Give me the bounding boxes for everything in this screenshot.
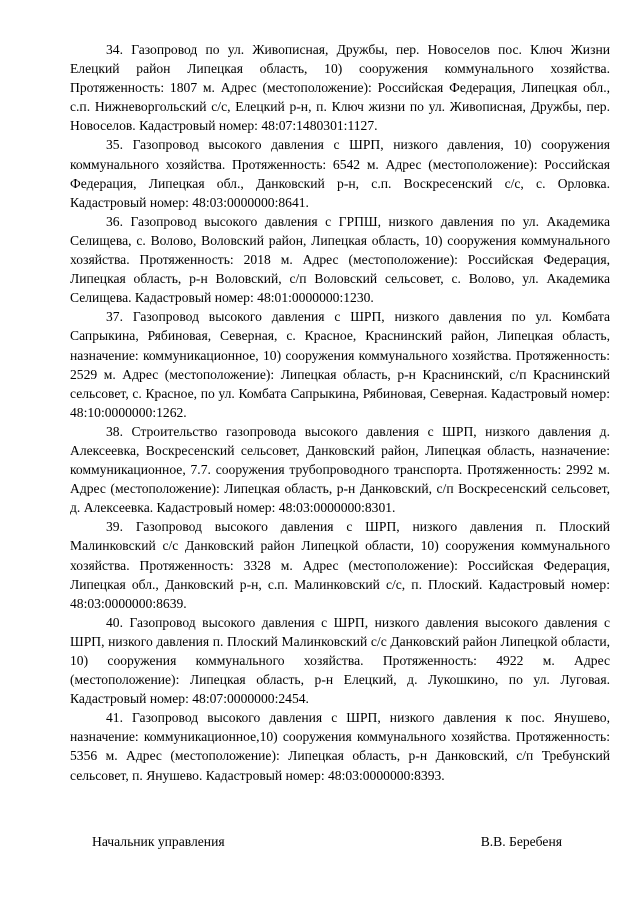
list-item (70, 40, 610, 135)
signature-block (92, 834, 562, 850)
item-number: 39. (106, 519, 123, 535)
list-item (70, 307, 610, 422)
signatory-position: Начальник управления (92, 834, 225, 849)
item-text: Газопровод высокого давления с ШРП, низкого давления, 10) сооружения коммунального хозяйства. Протяженность: 6542 м. Адрес (местоположение): Российская Федерация, Липецкая обл., Данковский р-н, с.п. Воскресенский с/с, с. Орловка. Кадастровый номер: 48:03:0000000:8641. (70, 137, 610, 210)
item-text: Строительство газопровода высокого давления с ШРП, низкого давления д. Алексеевка, Воскресенский сельсовет, Данковский район, Липецкая область, назначение: коммуникационное, 7.7. сооружения трубопроводного транспорта. Протяженность: 2992 м. Адрес (местоположение): Липецкая область, р-н Данковский, с/п Воскресенский сельсовет, д. Алексеевка. Кадастровый номер: 48:03:0000000:8301. (70, 423, 610, 516)
signatory-name: В.В. Беребеня (480, 834, 562, 849)
list-item (70, 135, 610, 211)
list-item (70, 422, 610, 517)
item-text: Газопровод высокого давления с ШРП, низкого давления высокого давления с ШРП, низкого давления п. Плоский Малинковский с/с Данковский район Липецкой области, 10) сооружения коммунального хозяйства. Протяженность: 4922 м. Адрес (местоположение): Липецкая область, р-н Елецкий, д. Лукошкино, по ул. Луговая. Кадастровый номер: 48:07:0000000:2454. (70, 614, 610, 707)
item-text: Газопровод высокого давления с ШРП, низкого давления по ул. Комбата Сапрыкина, Рябиновая, Северная, с. Красное, Краснинский район, Липецкая область, назначение: коммуникационное, 10) сооружения коммунального хозяйства. Протяженность: 2529 м. Адрес (местоположение): Липецкая область, р-н Краснинский, с/п Краснинский сельсовет, с. Красное, по ул. Комбата Сапрыкина, Рябиновая, Северная. Кадастровый номер: 48:10:0000000:1262. (70, 309, 610, 420)
item-text: Газопровод по ул. Живописная, Дружбы, пер. Новоселов пос. Ключ Жизни Елецкий район Липецкая область, 10) сооружения коммунального хозяйства. Протяженность: 1807 м. Адрес (местоположение): Российская Федерация, Липецкая обл., с.п. Нижневоргольский с/с, Елецкий р-н, п. Ключ жизни по ул. Живописная, Дружбы, пер. Новоселов. Кадастровый номер: 48:07:1480301:1127. (70, 42, 610, 134)
item-text: Газопровод высокого давления с ШРП, низкого давления п. Плоский Малинковский с/с Данковский район Липецкой области, 10) сооружения коммунального хозяйства. Протяженность: 3328 м. Адрес (местоположение): Российская Федерация, Липецкая обл., Данковский р-н, с.п. Малинковский с/с, п. Плоский. Кадастровый номер: 48:03:0000000:8639. (70, 519, 610, 611)
item-number: 38. (106, 423, 123, 439)
item-number: 35. (106, 137, 123, 153)
list-item (70, 613, 610, 708)
list-item (70, 517, 610, 612)
item-number: 37. (106, 309, 123, 325)
item-number: 40. (106, 614, 123, 630)
document-body (70, 40, 610, 785)
item-text: Газопровод высокого давления с ШРП, низкого давления к пос. Янушево, назначение: коммуникационное,10) сооружения коммунального хозяйства. Протяженность: 5356 м. Адрес (местоположение): Липецкая область, р-н Данковский, с/п Требунский сельсовет, п. Янушево. Кадастровый номер: 48:03:0000000:8393. (70, 710, 610, 783)
list-item (70, 708, 610, 784)
item-text: Газопровод высокого давления с ГРПШ, низкого давления по ул. Академика Селищева, с. Волово, Воловский район, Липецкая область, 10) сооружения коммунального хозяйства. Протяженность: 2018 м. Адрес (местоположение): Российская Федерация, Липецкая область, р-н Воловский, с/п Воловский сельсовет, с. Волово, ул. Академика Селищева. Кадастровый номер: 48:01:0000000:1230. (70, 213, 610, 306)
item-number: 34. (106, 42, 123, 57)
item-number: 41. (106, 710, 123, 726)
list-item (70, 212, 610, 307)
item-number: 36. (106, 213, 123, 229)
